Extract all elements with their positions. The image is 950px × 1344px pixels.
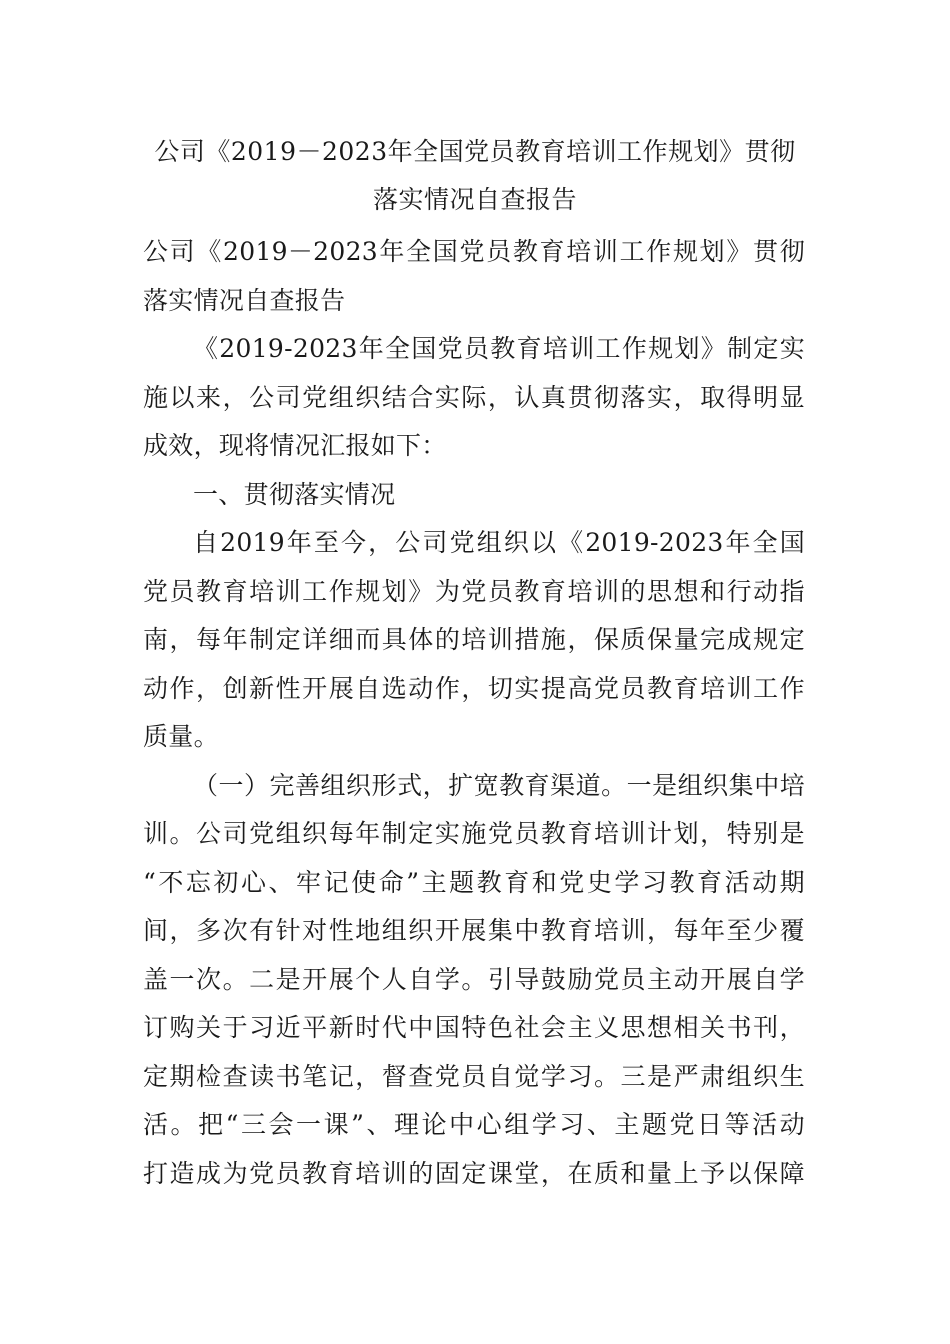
body-line: 活。把“三会一课”、理论中心组学习、主题党日等活动: [143, 1110, 805, 1139]
body-line: 动作，创新性开展自选动作，切实提高党员教育培训工作: [143, 673, 805, 703]
document-body: [143, 228, 805, 1198]
document-title: [140, 128, 810, 224]
body-line: 落实情况自查报告: [143, 285, 346, 315]
body-line: 盖一次。二是开展个人自学。引导鼓励党员主动开展自学: [143, 964, 805, 994]
body-line: 成效，现将情况汇报如下：: [143, 431, 447, 460]
body-line: 质量。: [143, 722, 219, 751]
title-line-1: 公司《2019－2023年全国党员教育培训工作规划》贯彻: [154, 137, 796, 166]
body-line: “不忘初心、牢记使命”主题教育和党史学习教育活动期: [143, 867, 805, 897]
body-line: 《2019-2023年全国党员教育培训工作规划》制定实: [193, 334, 805, 363]
body-line: 一、贯彻落实情况: [193, 479, 396, 509]
body-line: 打造成为党员教育培训的固定课堂，在质和量上予以保障: [143, 1158, 805, 1188]
title-line-2: 落实情况自查报告: [372, 185, 577, 214]
body-line: 党员教育培训工作规划》为党员教育培训的思想和行动指: [143, 576, 805, 606]
body-line: 南，每年制定详细而具体的培训措施，保质保量完成规定: [143, 625, 805, 654]
body-line: 训。公司党组织每年制定实施党员教育培训计划，特别是: [143, 819, 805, 848]
body-line: 间，多次有针对性地组织开展集中教育培训，每年至少覆: [143, 916, 805, 945]
body-line: 订购关于习近平新时代中国特色社会主义思想相关书刊，: [143, 1013, 805, 1042]
body-line: 定期检查读书笔记，督查党员自觉学习。三是严肃组织生: [143, 1061, 805, 1091]
body-line: （一）完善组织形式，扩宽教育渠道。一是组织集中培: [193, 770, 805, 800]
body-line: 施以来，公司党组织结合实际，认真贯彻落实，取得明显: [143, 382, 805, 412]
body-line: 自2019年至今，公司党组织以《2019-2023年全国: [193, 528, 805, 557]
body-line: 公司《2019－2023年全国党员教育培训工作规划》贯彻: [143, 237, 805, 266]
